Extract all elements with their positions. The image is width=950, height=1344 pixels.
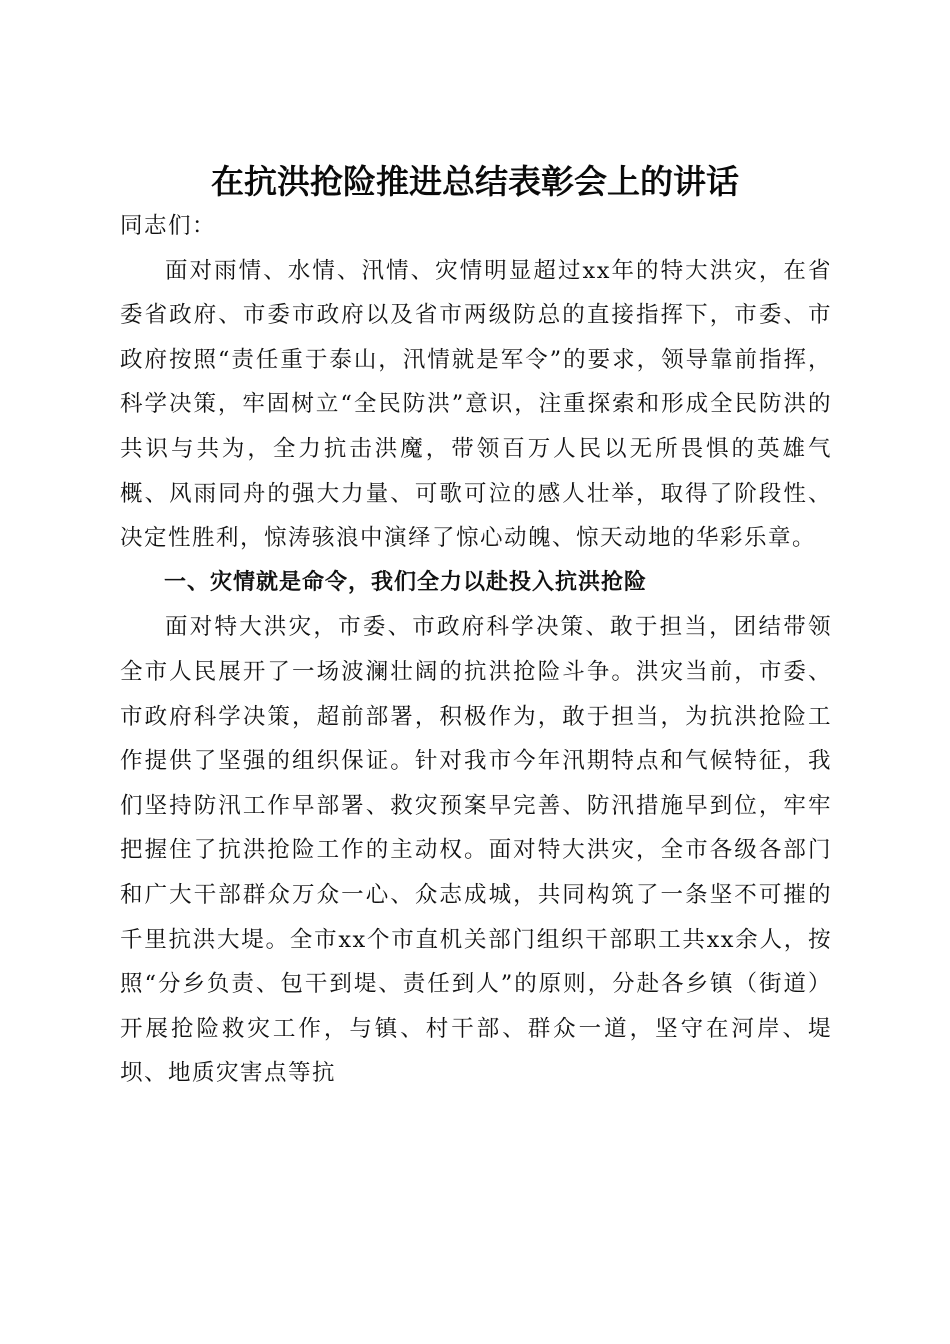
paragraph-section-1: 面对特大洪灾，市委、市政府科学决策、敢于担当，团结带领全市人民展开了一场波澜壮阔的抗洪抢险斗争。洪灾当前，市委、市政府科学决策，超前部署，积极作为，敢于担当，为抗洪抢险工作提供了坚强的组织保证。针对我市今年汛期特点和气候特征，我们坚持防汛工作早部署、救灾预案早完善、防汛措施早到位，牢牢把握住了抗洪抢险工作的主动权。面对特大洪灾，全市各级各部门和广大干部群众万众一心、众志成城，共同构筑了一条坚不可摧的千里抗洪大堤。全市xx个市直机关部门组织干部职工共xx余人，按照“分乡负责、包干到堤、责任到人”的原则，分赴各乡镇（街道）开展抢险救灾工作，与镇、村干部、群众一道，坚守在河岸、堤坝、地质灾害点等抗	[120, 614, 832, 1087]
greeting: 同志们：	[120, 213, 217, 239]
document-title: 在抗洪抢险推进总结表彰会上的讲话	[211, 162, 739, 202]
paragraph-intro: 面对雨情、水情、汛情、灾情明显超过xx年的特大洪灾，在省委省政府、市委市政府以及省市两级防总的直接指挥下，市委、市政府按照“责任重于泰山，汛情就是军令”的要求，领导靠前指挥，科学决策，牢固树立“全民防洪”意识，注重探索和形成全民防洪的共识与共为，全力抗击洪魔，带领百万人民以无所畏惧的英雄气概、风雨同舟的强大力量、可歌可泣的感人壮举，取得了阶段性、决定性胜利，惊涛骇浪中演绎了惊心动魄、惊天动地的华彩乐章。	[120, 257, 832, 552]
section-heading-1: 一、灾情就是命令，我们全力以赴投入抗洪抢险	[164, 569, 648, 595]
document-body	[120, 204, 832, 1096]
